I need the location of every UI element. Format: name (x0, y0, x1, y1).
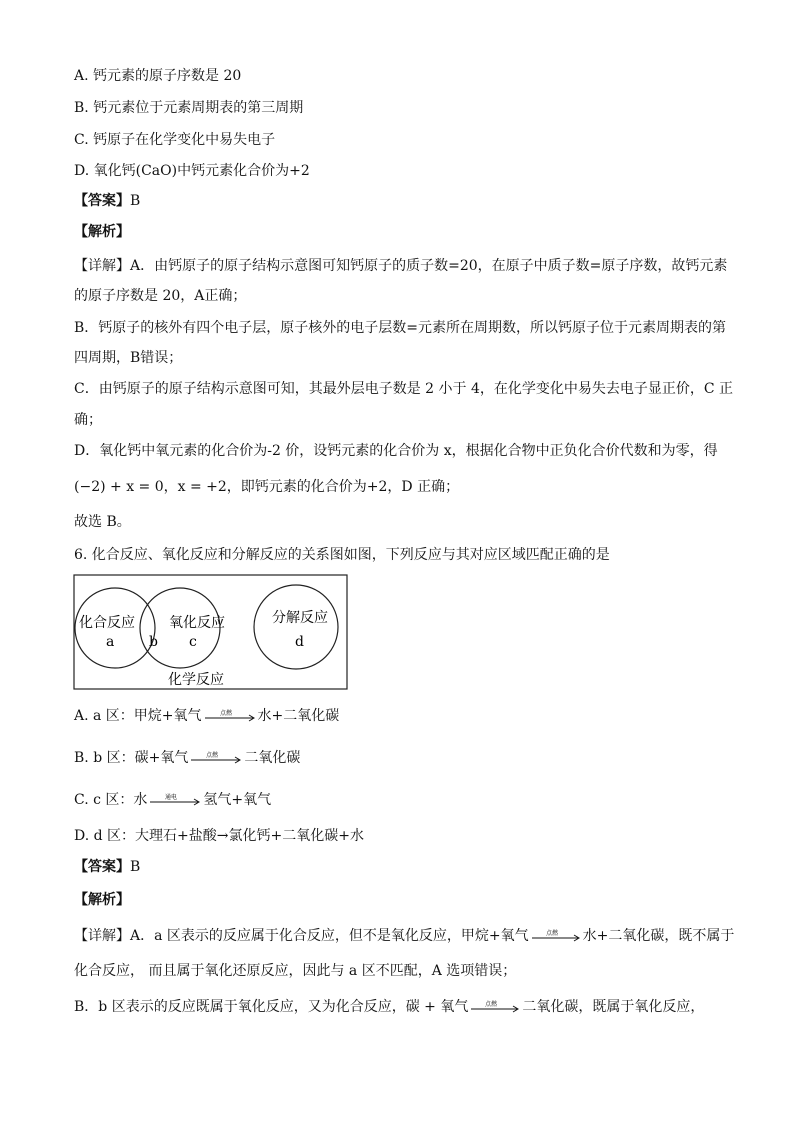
q5-detail-line-3: B．钙原子的核外有四个电子层，原子核外的电子层数=元素所在周期数，所以钙原子位于元素周期表的第 (74, 320, 727, 336)
region-a-label: a (106, 634, 115, 650)
q5-answer (74, 191, 140, 211)
decomposition-circle (254, 585, 338, 669)
answer-tag: 【答案】 (74, 193, 130, 209)
q6-detail-line-3 (74, 997, 704, 1017)
detail-3-tail: 二氧化碳，既属于氧化反应， (522, 999, 705, 1015)
reaction-arrow-icon (470, 999, 520, 1015)
arrow-condition: 点燃 (485, 1001, 498, 1008)
q5-detail-line-7: D．氧化钙中氧元素的化合价为-2 价，设钙元素的化合价为 x，根据化合物中正负化合价代数和为零，得 (74, 443, 718, 459)
q6-option-d: D. d 区：大理石+盐酸→氯化钙+二氧化碳+水 (74, 828, 364, 844)
q5-detail-line-4: 四周期，B错误； (74, 350, 183, 366)
answer-value: B (130, 193, 141, 209)
q5-detail-line-5: C．由钙原子的原子结构示意图可知，其最外层电子数是 2 小于 4，在化学变化中易失去电子显正价，C 正 (74, 381, 734, 397)
arrow-condition: 点燃 (219, 710, 232, 717)
detail-1-text: 【详解】A．a 区表示的反应属于化合反应，但不是氧化反应，甲烷+氧气 (74, 928, 529, 944)
option-c-products: 氢气+氧气 (203, 792, 272, 808)
q6-detail-line-1 (74, 926, 734, 946)
q5-option-a: A. 钙元素的原子序数是 20 (74, 68, 242, 84)
decomposition-label: 分解反应 (272, 610, 328, 626)
q5-detail-line-9: 故选 B。 (74, 514, 131, 530)
q6-stem: 6. 化合反应、氧化反应和分解反应的关系图如图，下列反应与其对应区域匹配正确的是 (74, 547, 610, 563)
answer-tag: 【答案】 (74, 859, 130, 875)
reaction-arrow-icon (149, 792, 201, 808)
option-b-products: 二氧化碳 (244, 750, 301, 766)
q6-option-c (74, 790, 271, 810)
arrow-condition: 通电 (165, 794, 178, 801)
answer-value: B (130, 859, 141, 875)
reaction-arrow-icon (531, 928, 581, 944)
q5-option-b: B. 钙元素位于元素周期表的第三周期 (74, 100, 304, 116)
reaction-arrow-icon (204, 708, 256, 724)
q5-detail-line-1: 【详解】A．由钙原子的原子结构示意图可知钙原子的质子数=20，在原子中质子数=原子序数，故钙元素 (74, 258, 728, 274)
venn-diagram (73, 574, 349, 692)
q5-option-d: D. 氧化钙(CaO)中钙元素化合价为+2 (74, 163, 310, 179)
region-c-label: c (189, 634, 197, 650)
q5-detail-line-2: 的原子序数是 20，A正确； (74, 288, 247, 304)
detail-1-tail: 水+二氧化碳，既不属于 (582, 928, 735, 944)
arrow-condition: 点燃 (545, 930, 558, 937)
option-b-reactants: B. b 区：碳+氧气 (74, 750, 189, 766)
q6-analysis-tag: 【解析】 (74, 892, 130, 908)
arrow-condition: 点燃 (206, 752, 219, 759)
option-c-reactants: C. c 区：水 (74, 792, 148, 808)
detail-3-text: B．b 区表示的反应既属于氧化反应，又为化合反应，碳 + 氧气 (74, 999, 469, 1015)
region-d-label: d (295, 634, 304, 650)
combination-label: 化合反应 (79, 615, 135, 631)
q5-detail-line-6: 确； (74, 412, 102, 428)
q6-option-b (74, 748, 300, 768)
q5-option-c: C. 钙原子在化学变化中易失电子 (74, 132, 276, 148)
oxidation-label: 氧化反应 (169, 615, 225, 631)
q5-detail-line-8: (−2) + x = 0，x = +2，即钙元素的化合价为+2，D 正确； (74, 479, 460, 495)
q6-option-a (74, 706, 339, 726)
option-a-reactants: A. a 区：甲烷+氧气 (74, 708, 202, 724)
option-a-products: 水+二氧化碳 (257, 708, 340, 724)
reaction-arrow-icon (190, 750, 242, 766)
q6-answer (74, 857, 140, 877)
region-b-label: b (149, 634, 158, 650)
q5-analysis-tag: 【解析】 (74, 224, 130, 240)
q6-detail-line-2: 化合反应， 而且属于氧化还原反应，因此与 a 区不匹配，A 选项错误； (74, 963, 517, 979)
chemical-reaction-label: 化学反应 (168, 672, 224, 688)
